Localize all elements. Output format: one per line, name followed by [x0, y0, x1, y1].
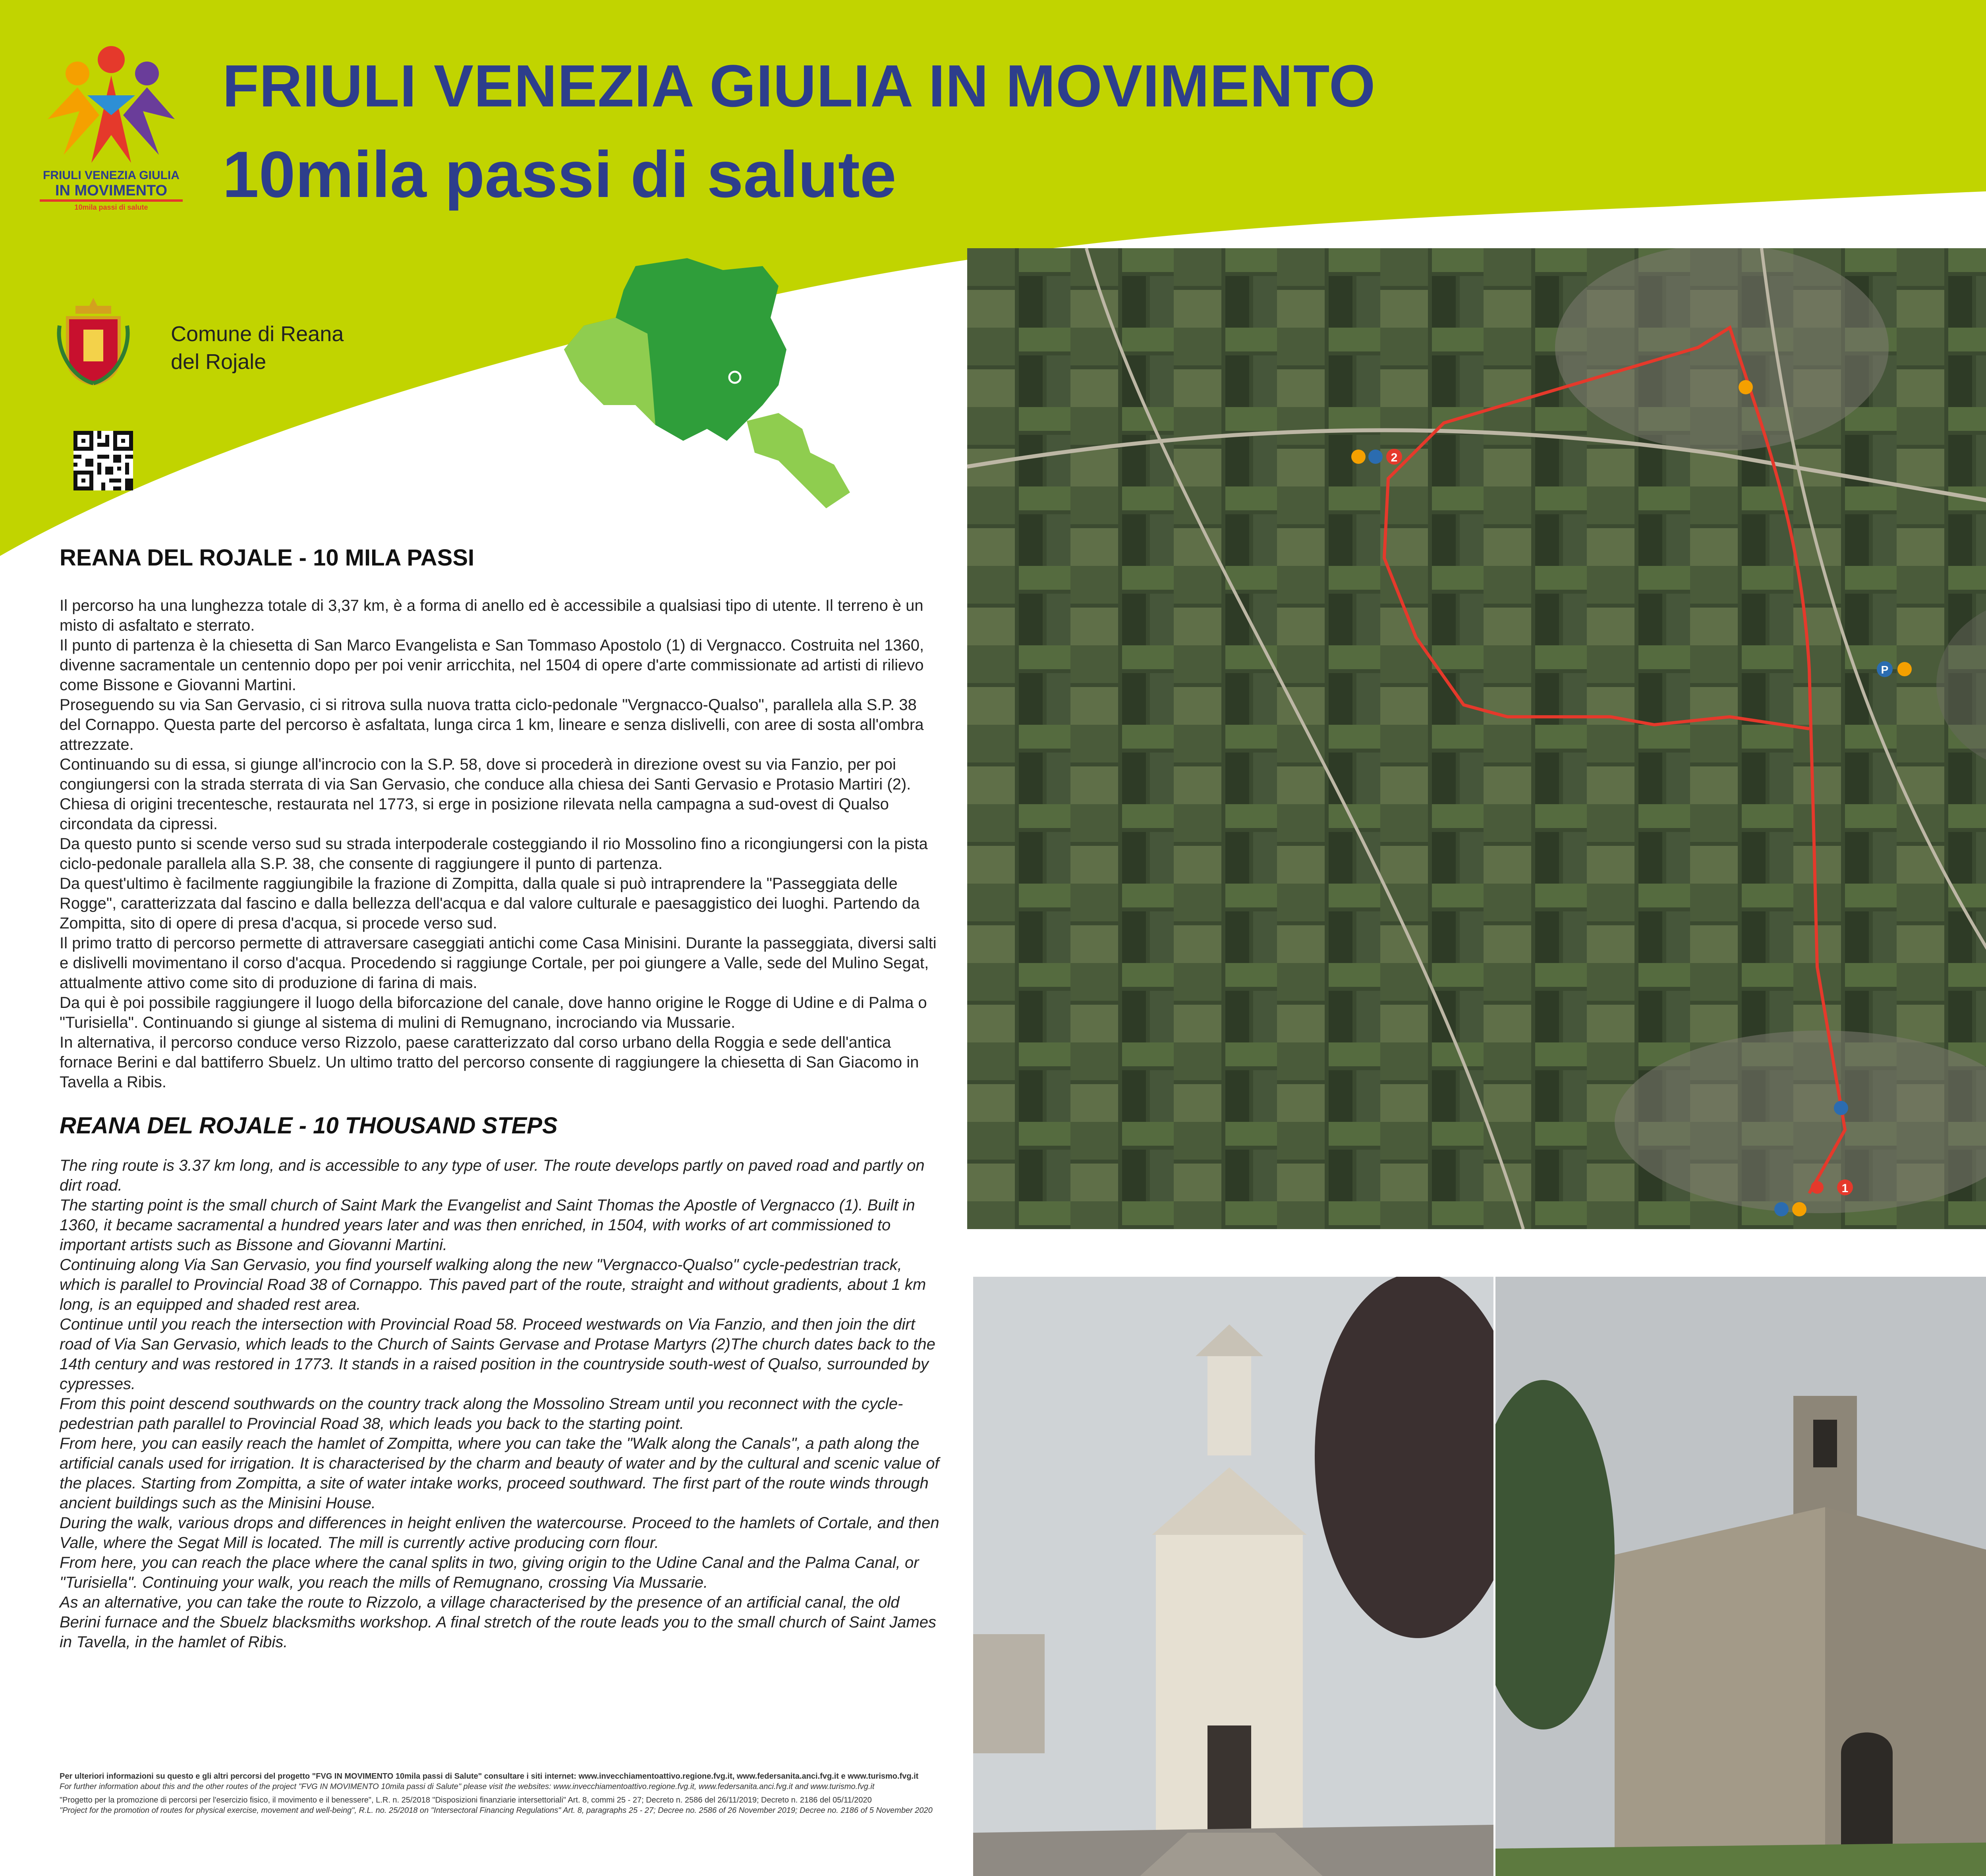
region-locator-map: [556, 254, 874, 524]
qr-code-icon[interactable]: [73, 431, 133, 490]
fvg-in-movimento-logo: [40, 36, 183, 211]
en-paragraph: Continue until you reach the intersection with Provincial Road 58. Proceed westwards on Via Fanzio, and then join the dirt road of Via San Gervasio, which leads to the Church of Saints Gervase and Protase Martyrs (2)The church dates back to the 14th century and was restored in 1773. It stands in a raised position in the countryside south-west of Qualso, surrounded by cypresses.: [60, 1316, 935, 1393]
en-paragraph: From this point descend southwards on the country track along the Mossolino Stream until you reconnect with the cycle-pedestrian path parallel to Provincial Road 38, which leads you back to the starting point.: [60, 1395, 903, 1432]
it-paragraph: Il primo tratto di percorso permette di attraversare caseggiati antichi come Casa Minisini. Durante la passeggiata, diversi salti e dislivelli movimentano il corso d'acqua. Procedendo si raggiunge Cortale, per poi giungere a Valle, sede del Mulino Segat, attualmente attivo come sito di produzione di farina di mais.: [60, 934, 937, 992]
comune-line-2: del Rojale: [171, 350, 267, 374]
en-paragraph: As an alternative, you can take the route to Rizzolo, a village characterised by the presence of an artificial canal, the old Berini furnace and the Sbuelz blacksmiths workshop. A final stretch of the route leads you to the small church of Saint James in Tavella, in the hamlet of Ribis.: [60, 1594, 937, 1651]
aerial-route-map[interactable]: [967, 248, 1986, 1229]
photo-chapel-vergnacco: [973, 1277, 1493, 1876]
photo-church-san-gervasio: [1495, 1277, 1986, 1876]
page-title: FRIULI VENEZIA GIULIA IN MOVIMENTO: [222, 52, 1376, 119]
it-paragraph: Da quest'ultimo è facilmente raggiungibile la frazione di Zompitta, dalla quale si può intraprendere la "Passeggiata delle Rogge", caratterizzata dal fascino e dalla bellezza dell'acqua e dal valore culturale e paesaggistico dei luoghi. Partendo da Zompitta, sito di opere di presa d'acqua, si procede verso sud.: [60, 875, 920, 932]
it-paragraph: Il percorso ha una lunghezza totale di 3,37 km, è a forma di anello ed è accessibile a qualsiasi tipo di utente. Il terreno è un misto di asfaltato e sterrato.: [60, 597, 923, 634]
footer-line: "Progetto per la promozione di percorsi per l'esercizio fisico, il movimento e il benessere", L.R. n. 25/2018 "Disposizioni finanziarie intersettoriali" Art. 8, commi 25 - 27; Decreto n. 2586 del 26/11/2019; Decreto n. 2186 del 05/11/2020: [60, 1796, 872, 1805]
english-heading: REANA DEL ROJALE - 10 THOUSAND STEPS: [60, 1113, 558, 1139]
marker-1-label: 1: [1841, 1182, 1849, 1195]
marker-2-label: 2: [1391, 451, 1398, 464]
it-paragraph: Continuando su di essa, si giunge all'incrocio con la S.P. 58, dove si procederà in direzione ovest su via Fanzio, per poi congiungersi con la strada sterrata di via San Gervasio, che conduce alla chiesa dei Santi Gervasio e Protasio Martiri (2). Chiesa di origini trecentesche, restaurata nel 1773, si erge in posizione rilevata nella campagna a sud-ovest di Qualso circondata da cipressi.: [60, 756, 911, 833]
en-paragraph: From here, you can easily reach the hamlet of Zompitta, where you can take the "Walk along the Canals", a path along the artificial canals used for irrigation. It is characterised by the charm and beauty of water and by the cultural and scenic value of the places. Starting from Zompitta, a site of water intake works, proceed southward. The first part of the route winds through ancient buildings such as the Minisini House.: [60, 1435, 939, 1512]
en-paragraph: The starting point is the small church of Saint Mark the Evangelist and Saint Thomas the Apostle of Vergnacco (1). Built in 1360, it became sacramental a hundred years later and was then enriched, in 1504, with works of art commissioned to important artists such as Bissone and Giovanni Martini.: [60, 1197, 915, 1254]
page-subtitle: 10mila passi di salute: [222, 138, 896, 211]
en-paragraph: During the walk, various drops and differences in height enliven the watercourse. Proceed to the hamlets of Cortale, and then Valle, where the Segat Mill is located. The mill is currently active producing corn flour.: [60, 1514, 939, 1552]
it-paragraph: Il punto di partenza è la chiesetta di San Marco Evangelista e San Tommaso Apostolo (1) di Vergnacco. Costruita nel 1360, divenne sacramentale un centennio dopo per poi venir arricchita, nel 1504 di opere d'arte commissionate ad artisti di rilievo come Bissone e Giovanni Martini.: [60, 637, 924, 694]
footer-line: Per ulteriori informazioni su questo e gli altri percorsi del progetto "FVG IN MOVIMENTO 10mila passi di Salute" consultare i siti internet: www.invecchiamentoattivo.regione.fvg.it, www.federsanita.anci.fvg.it e www.turismo.fvg.it: [60, 1772, 919, 1781]
it-paragraph: In alternativa, il percorso conduce verso Rizzolo, paese caratterizzato dal corso urbano della Roggia e sede dell'antica fornace Berini e dal battiferro Sbuelz. Un ultimo tratto del percorso consente di raggiungere la chiesetta di San Giacomo in Tavella a Ribis.: [60, 1034, 919, 1091]
footer-line: "Project for the promotion of routes for physical exercise, movement and well-being", R.L. no. 25/2018 on "Intersectoral Financing Regulations" Art. 8, paragraphs 25 - 27; Decree no. 2586 of 26 November 2019; Decree no. 2186 of 5 November 2020: [60, 1806, 933, 1815]
footer-line: For further information about this and the other routes of the project "FVG IN MOVIMENTO 10mila passi di Salute" please visit the websites: www.invecchiamentoattivo.regione.fvg.it, www.federsanita.anci.fvg.it and www.turismo.fvg.it: [60, 1782, 875, 1791]
description-text-column: [60, 545, 941, 1652]
en-paragraph: Continuing along Via San Gervasio, you find yourself walking along the new "Vergnacco-Qualso" cycle-pedestrian track, which is parallel to Provincial Road 38 of Cornappo. This paved part of the route, straight and without gradients, about 1 km long, is an equipped and shaded rest area.: [60, 1256, 926, 1313]
poi-marker-2[interactable]: [1351, 449, 1402, 465]
comune-line-1: Comune di Reana: [171, 322, 344, 346]
italian-heading: REANA DEL ROJALE - 10 MILA PASSI: [60, 545, 475, 571]
en-paragraph: From here, you can reach the place where the canal splits in two, giving origin to the Udine Canal and the Palma Canal, or "Turisiella". Continuing your walk, you reach the mills of Remugnano, crossing Via Mussarie.: [60, 1554, 919, 1591]
en-paragraph: The ring route is 3.37 km long, and is accessible to any type of user. The route develops partly on paved road and partly on dirt road.: [60, 1157, 925, 1194]
it-paragraph: Da qui è poi possibile raggiungere il luogo della biforcazione del canale, dove hanno origine le Rogge di Udine e di Palma o "Turisiella". Continuando si giunge al sistema di mulini di Remugnano, incrociando via Mussarie.: [60, 994, 927, 1031]
logo-line-3: 10mila passi di salute: [74, 203, 148, 211]
logo-line-1: FRIULI VENEZIA GIULIA: [43, 169, 180, 182]
footer-notes: [60, 1771, 953, 1816]
parking-label: P: [1881, 664, 1889, 676]
logo-line-2: IN MOVIMENTO: [40, 182, 183, 202]
it-paragraph: Proseguendo su via San Gervasio, ci si ritrova sulla nuova tratta ciclo-pedonale "Vergnacco-Qualso", parallela alla S.P. 38 del Cornappo. Questa parte del percorso è asfaltata, lunga circa 1 km, lineare e senza dislivelli, con aree di sosta all'ombra attrezzate.: [60, 696, 924, 753]
it-paragraph: Da questo punto si scende verso sud su strada interpoderale costeggiando il rio Mossolino fino a ricongiungersi con la pista ciclo-pedonale parallela alla S.P. 38, che consente di raggiungere il punto di partenza.: [60, 835, 928, 872]
running-figures-icon: [40, 36, 183, 167]
comune-coat-of-arms-icon: [56, 290, 131, 385]
